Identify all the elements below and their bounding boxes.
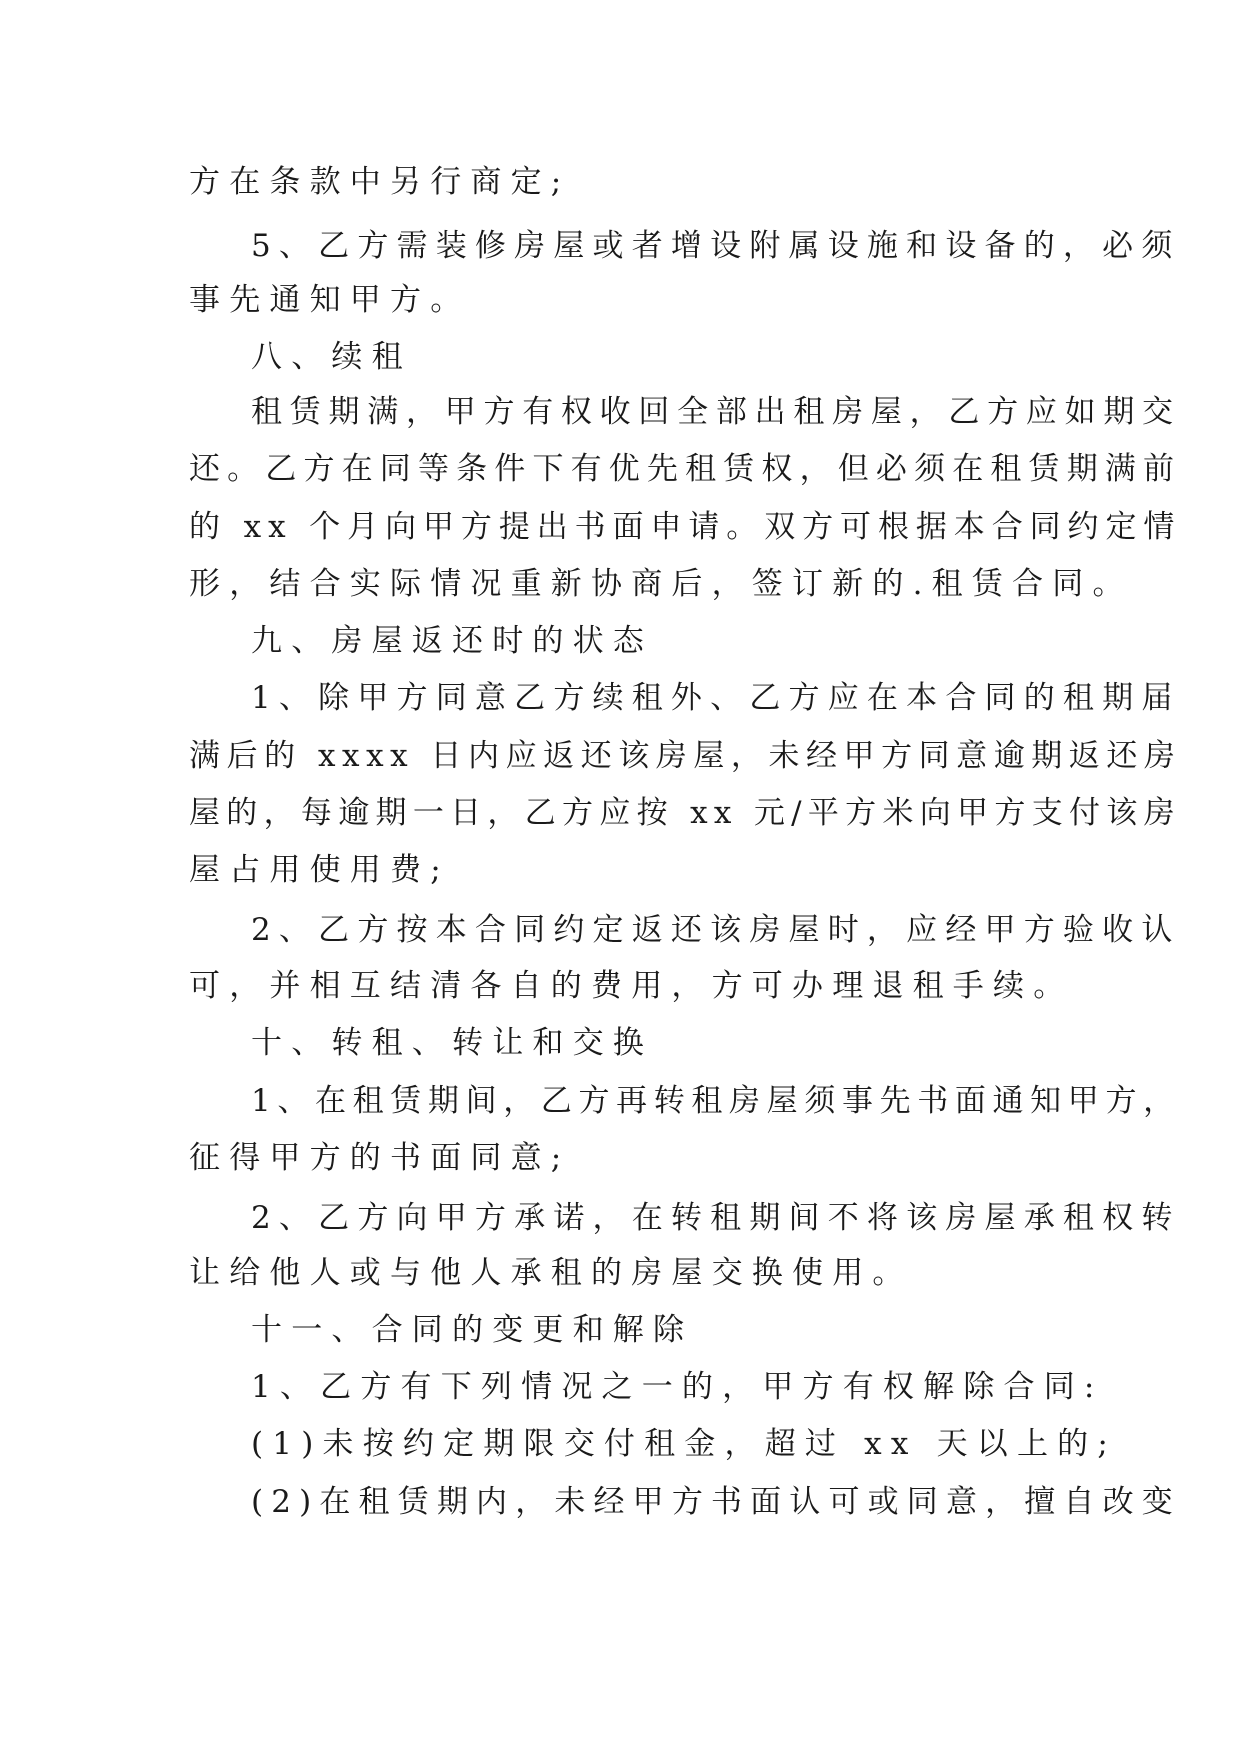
section-heading: 十、转租、转让和交换 <box>251 1025 653 1061</box>
text-line: 2、乙方按本合同约定返还该房屋时，应经甲方验收认 <box>251 912 1181 948</box>
text-line: 征得甲方的书面同意; <box>189 1140 571 1176</box>
list-item: (1)未按约定期限交付租金，超过 xx 天以上的; <box>251 1426 1118 1462</box>
section-heading: 九、房屋返还时的状态 <box>251 623 653 659</box>
text-line: 屋的，每逾期一日，乙方应按 xx 元/平方米向甲方支付该房 <box>189 795 1181 831</box>
text-line: 让给他人或与他人承租的房屋交换使用。 <box>189 1255 913 1291</box>
section-heading: 十一、合同的变更和解除 <box>251 1312 694 1348</box>
text-line: 1、除甲方同意乙方续租外、乙方应在本合同的租期届 <box>251 680 1181 716</box>
text-line: 还。乙方在同等条件下有优先租赁权，但必须在租赁期满前 <box>189 451 1182 487</box>
text-line: 1、在租赁期间，乙方再转租房屋须事先书面通知甲方， <box>251 1083 1181 1119</box>
text-line: 满后的 xxxx 日内应返还该房屋，未经甲方同意逾期返还房 <box>189 738 1182 774</box>
text-line: 5、乙方需装修房屋或者增设附属设施和设备的，必须 <box>251 228 1181 264</box>
text-line: 可，并相互结清各自的费用，方可办理退租手续。 <box>189 968 1074 1004</box>
text-line: 事先通知甲方。 <box>189 282 471 318</box>
text-line: 屋占用使用费; <box>189 852 450 888</box>
text-line: 租赁期满，甲方有权收回全部出租房屋，乙方应如期交 <box>251 394 1181 430</box>
section-heading: 八、续租 <box>251 339 412 375</box>
text-line: 1、乙方有下列情况之一的，甲方有权解除合同: <box>251 1369 1104 1405</box>
text-line: 的 xx 个月向甲方提出书面申请。双方可根据本合同约定情 <box>189 509 1182 545</box>
text-line: 2、乙方向甲方承诺，在转租期间不将该房屋承租权转 <box>251 1200 1181 1236</box>
text-line: 方在条款中另行商定; <box>189 164 571 200</box>
text-line: 形，结合实际情况重新协商后，签订新的.租赁合同。 <box>189 566 1133 602</box>
list-item: (2)在租赁期内，未经甲方书面认可或同意，擅自改变 <box>251 1484 1181 1520</box>
